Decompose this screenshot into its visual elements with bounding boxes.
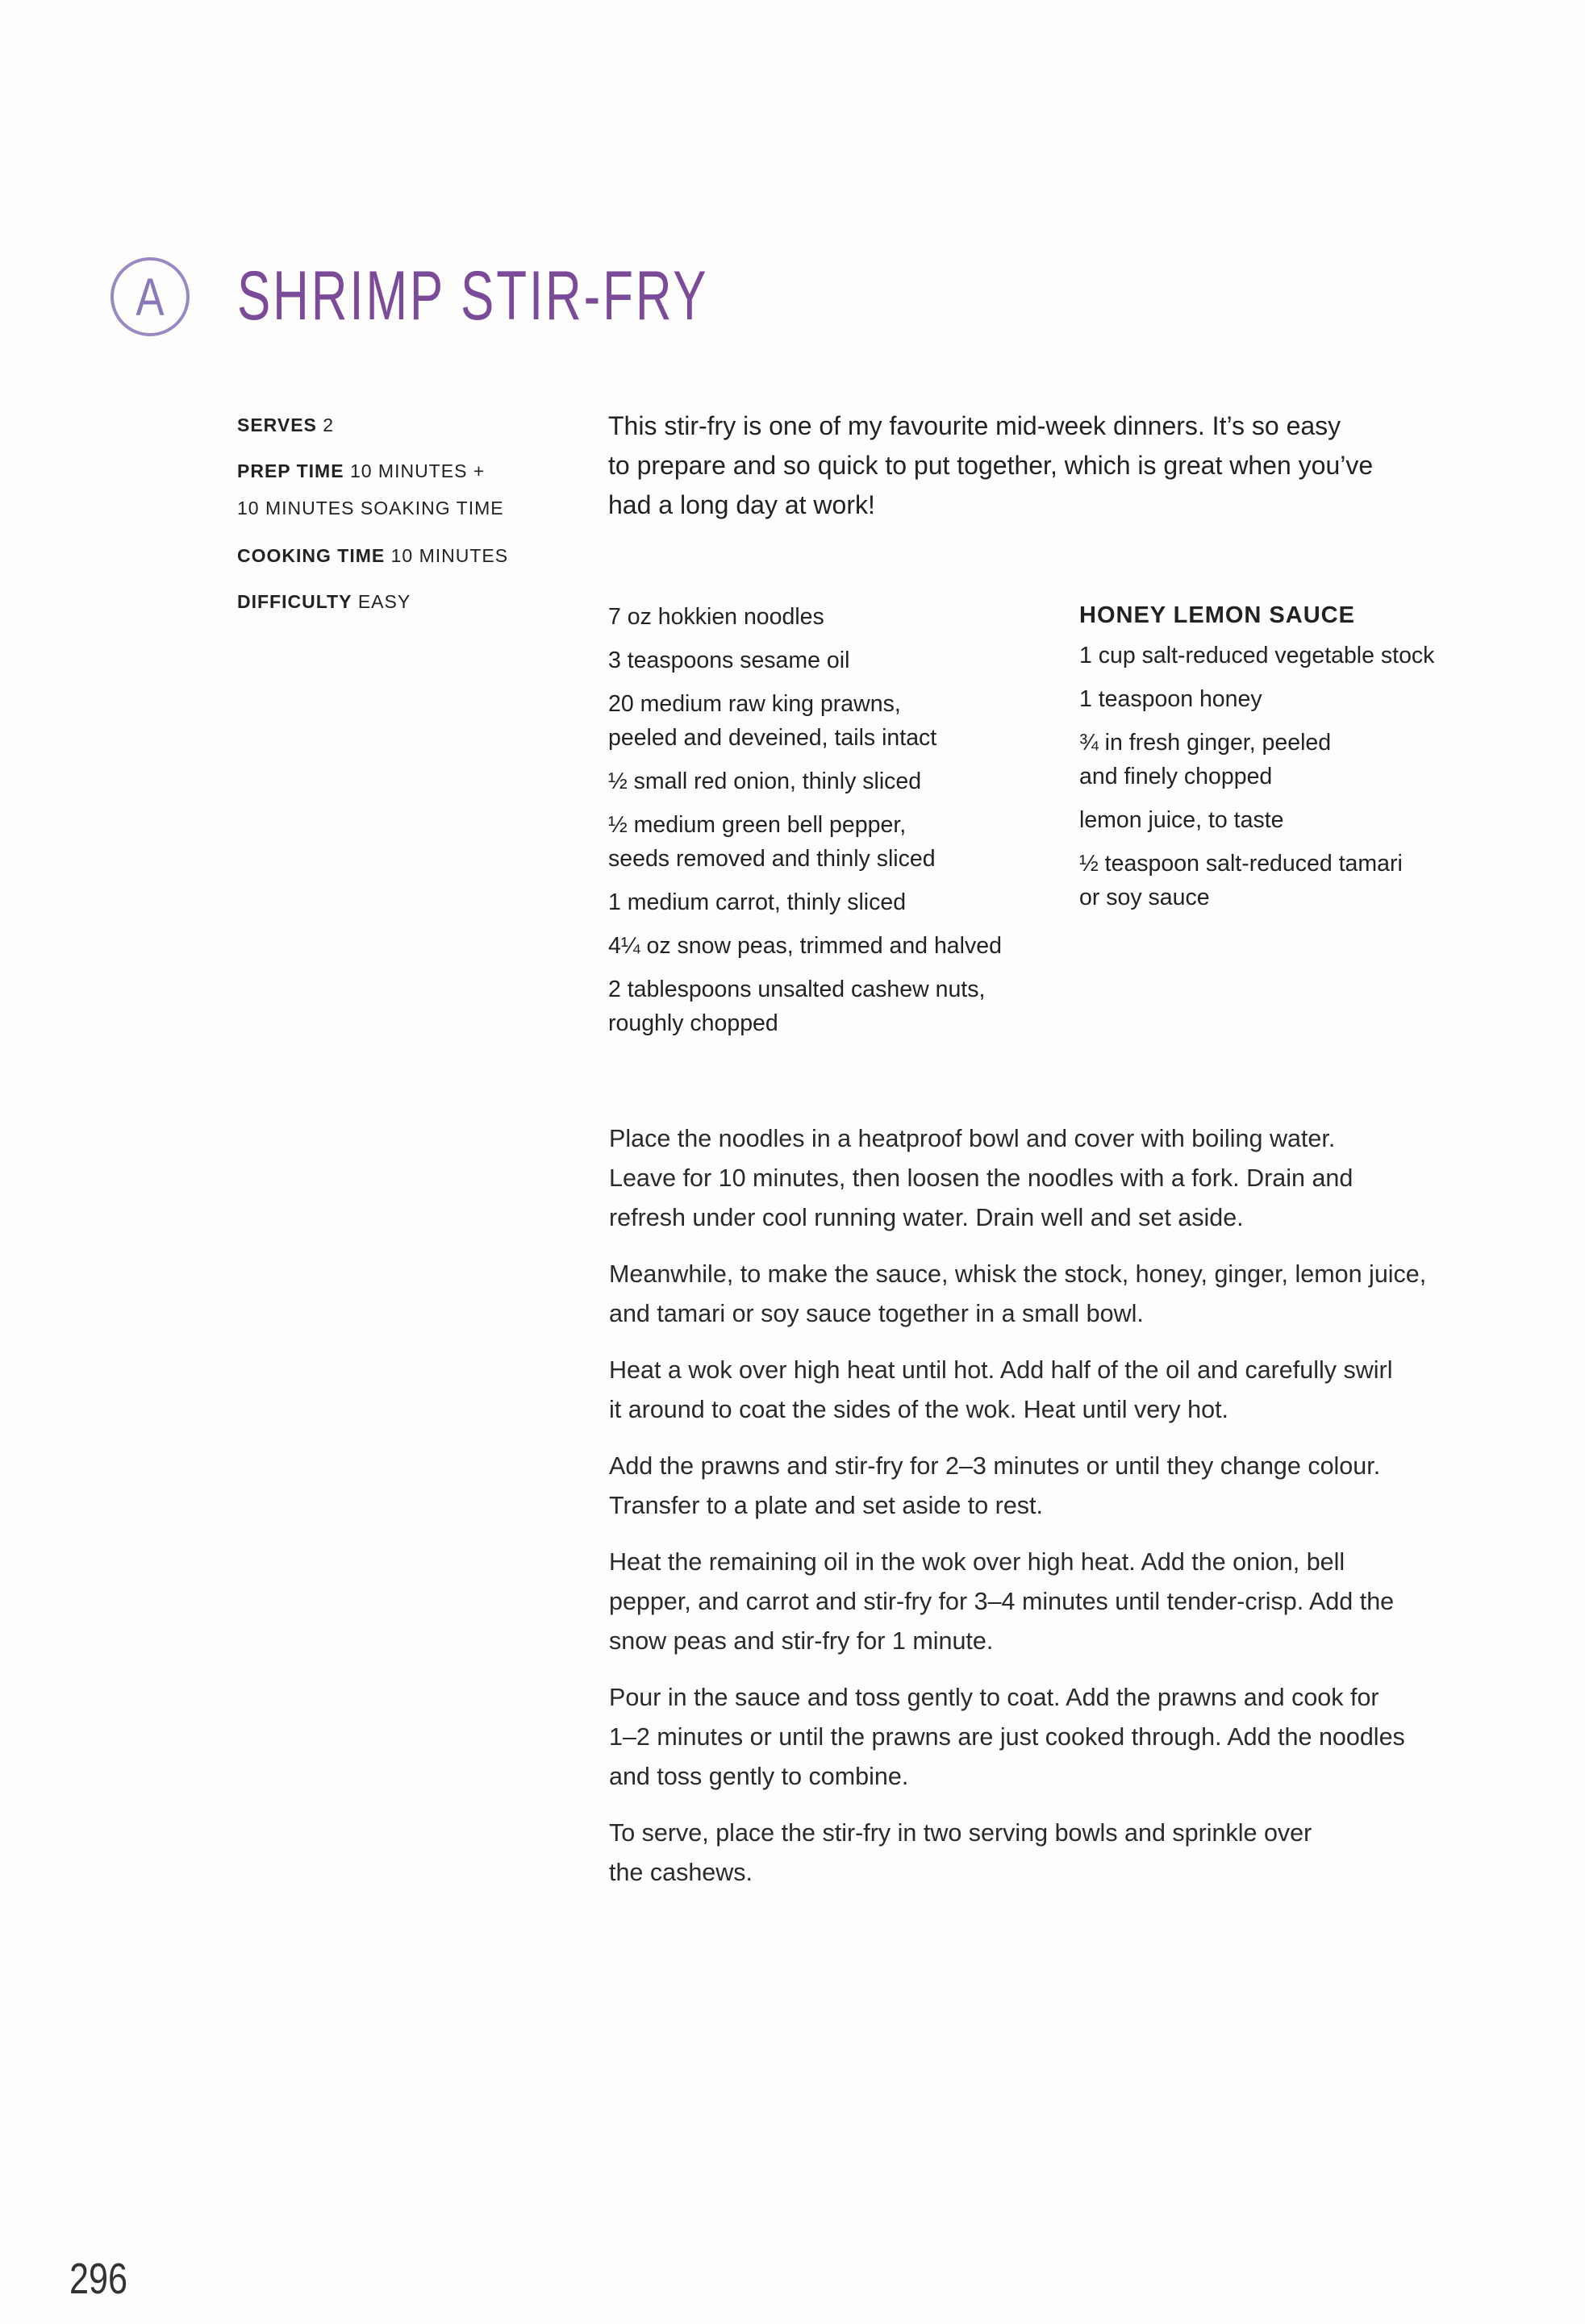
ingredient-item-line: 2 tablespoons unsalted cashew nuts,	[608, 977, 986, 1002]
meta-label: PREP TIME	[237, 460, 344, 481]
meta-difficulty	[237, 591, 411, 613]
sauce-item	[1079, 639, 1434, 673]
method-step-line: snow peas and stir-fry for 1 minute.	[609, 1627, 994, 1655]
method-step-line: 1–2 minutes or until the prawns are just cooked through. Add the noodles	[609, 1723, 1405, 1751]
recipe-title: SHRIMP STIR-FRY	[237, 257, 709, 335]
method-step	[609, 1543, 1426, 1661]
meta-value: 10 MINUTES	[390, 545, 509, 566]
ingredients-list	[608, 600, 1002, 1050]
method-step-line: Heat the remaining oil in the wok over high heat. Add the onion, bell	[609, 1548, 1345, 1576]
ingredient-item-line: ½ small red onion, thinly sliced	[608, 768, 922, 794]
method-step	[609, 1678, 1426, 1797]
method-step-line: Heat a wok over high heat until hot. Add half of the oil and carefully swirl	[609, 1356, 1393, 1384]
ingredient-item-line: peeled and deveined, tails intact	[608, 725, 937, 751]
method-steps	[609, 1119, 1426, 1910]
method-step-line: the cashews.	[609, 1859, 753, 1886]
meta-label: DIFFICULTY	[237, 591, 352, 612]
method-step-line: and tamari or soy sauce together in a small bowl.	[609, 1300, 1144, 1327]
method-step-line: Add the prawns and stir-fry for 2–3 minutes or until they change colour.	[609, 1452, 1381, 1480]
ingredient-item	[608, 808, 1002, 876]
method-step	[609, 1447, 1426, 1526]
meta-value: 10 MINUTES +	[349, 460, 486, 481]
ingredient-item-line: 3 teaspoons sesame oil	[608, 648, 850, 673]
ingredient-item-line: ½ medium green bell pepper,	[608, 812, 907, 838]
method-step	[609, 1119, 1426, 1238]
sauce-item	[1079, 847, 1434, 914]
method-step-line: Meanwhile, to make the sauce, whisk the stock, honey, ginger, lemon juice,	[609, 1260, 1427, 1288]
ingredient-item	[608, 885, 1002, 919]
ingredient-item-line: 1 medium carrot, thinly sliced	[608, 889, 907, 915]
meta-label: COOKING TIME	[237, 545, 386, 566]
method-step-line: and toss gently to combine.	[609, 1763, 909, 1790]
sauce-item-line: ½ teaspoon salt-reduced tamari	[1079, 851, 1403, 877]
sauce-item-line: or soy sauce	[1079, 885, 1210, 910]
meta-cooking-time	[237, 545, 508, 567]
page-number: 296	[69, 2255, 128, 2303]
sauce-item-line: ¾ in fresh ginger, peeled	[1079, 730, 1332, 756]
method-step-line: it around to coat the sides of the wok. Heat until very hot.	[609, 1396, 1229, 1423]
ingredient-item-line: 20 medium raw king prawns,	[608, 691, 901, 717]
sauce-item-line: lemon juice, to taste	[1079, 807, 1284, 833]
intro-line: This stir-fry is one of my favourite mid-week dinners. It’s so easy	[608, 411, 1341, 440]
sauce-item	[1079, 726, 1434, 793]
sauce-item-line: 1 cup salt-reduced vegetable stock	[1079, 643, 1435, 668]
method-step-line: pepper, and carrot and stir-fry for 3–4 minutes until tender-crisp. Add the	[609, 1588, 1395, 1615]
ingredient-item-line: roughly chopped	[608, 1010, 778, 1036]
sauce-ingredients	[1079, 598, 1434, 924]
method-step-line: Transfer to a plate and set aside to rest.	[609, 1492, 1043, 1519]
meta-prep-time-soaking: 10 MINUTES SOAKING TIME	[237, 498, 504, 519]
sauce-heading: HONEY LEMON SAUCE	[1079, 602, 1355, 628]
ingredient-item-line: 4¼ oz snow peas, trimmed and halved	[608, 933, 1002, 959]
ingredient-item	[608, 643, 1002, 677]
ingredient-item	[608, 764, 1002, 798]
method-step-line: Place the noodles in a heatproof bowl and cover with boiling water.	[609, 1125, 1336, 1152]
intro-line: to prepare and so quick to put together, which is great when you’ve	[608, 451, 1374, 480]
recipe-letter-badge	[111, 257, 190, 336]
meta-value: EASY	[357, 591, 411, 612]
recipe-intro	[608, 406, 1536, 525]
sauce-item	[1079, 682, 1434, 716]
method-step-line: To serve, place the stir-fry in two serving bowls and sprinkle over	[609, 1819, 1312, 1847]
intro-line: had a long day at work!	[608, 490, 875, 519]
ingredient-item	[608, 687, 1002, 755]
sauce-item-line: 1 teaspoon honey	[1079, 686, 1262, 712]
method-step	[609, 1814, 1426, 1893]
meta-prep-time	[237, 460, 485, 482]
method-step	[609, 1351, 1426, 1430]
method-step-line: refresh under cool running water. Drain well and set aside.	[609, 1204, 1244, 1231]
ingredient-item	[608, 929, 1002, 963]
method-step-line: Leave for 10 minutes, then loosen the noodles with a fork. Drain and	[609, 1164, 1354, 1192]
method-step	[609, 1255, 1426, 1334]
meta-value: 2	[323, 414, 335, 435]
ingredient-item-line: seeds removed and thinly sliced	[608, 846, 936, 872]
meta-serves	[237, 414, 334, 436]
sauce-item-line: and finely chopped	[1079, 764, 1273, 789]
ingredient-item	[608, 600, 1002, 634]
ingredient-item	[608, 972, 1002, 1040]
method-step-line: Pour in the sauce and toss gently to coat. Add the prawns and cook for	[609, 1684, 1379, 1711]
badge-letter: A	[136, 267, 165, 327]
meta-label: SERVES	[237, 414, 317, 435]
sauce-item	[1079, 803, 1434, 837]
ingredient-item-line: 7 oz hokkien noodles	[608, 604, 824, 630]
